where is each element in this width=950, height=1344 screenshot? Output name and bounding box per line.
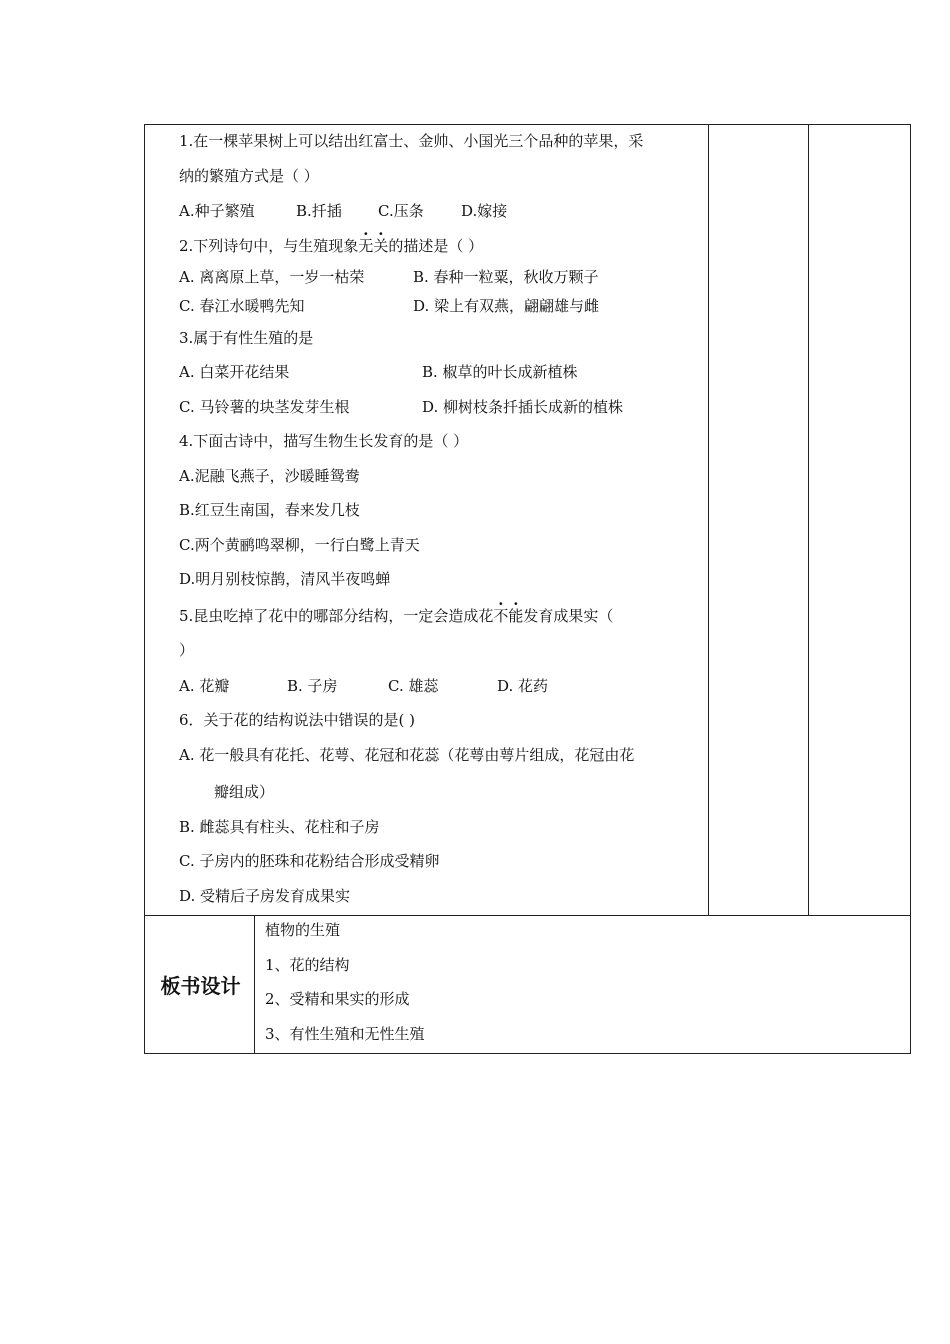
q3-option-a: A. 白菜开花结果: [179, 363, 290, 381]
emphasis-char: 无: [358, 237, 374, 255]
q5-option-a: A. 花瓣: [179, 677, 230, 695]
exercise-cell: [144, 124, 709, 916]
notes-cell: [708, 124, 809, 916]
q4-option-c: C.两个黄鹂鸣翠柳，一行白鹭上青天: [179, 536, 420, 554]
q4-option-a: A.泥融飞燕子，沙暖睡鸳鸯: [179, 467, 360, 485]
q6-option-d: D. 受精后子房发育成果实: [179, 887, 351, 905]
q4-option-d: D.明月别枝惊鹊，清风半夜鸣蝉: [179, 570, 391, 588]
q6-stem: 6．关于花的结构说法中错误的是( ): [179, 711, 416, 729]
q6-option-a-line2: 瓣组成）: [214, 783, 275, 801]
q5-option-b: B. 子房: [287, 677, 338, 695]
emphasis-char: 能: [508, 607, 524, 625]
q4-option-b: B.红豆生南国，春来发几枝: [179, 501, 360, 519]
q1-option-a: A.种子繁殖: [179, 202, 255, 220]
q2-option-d: D. 梁上有双燕，翩翩雄与雌: [413, 297, 600, 315]
q6-option-c: C. 子房内的胚珠和花粉结合形成受精卵: [179, 852, 440, 870]
q5-option-d: D. 花药: [497, 677, 549, 695]
q3-stem: 3.属于有性生殖的是: [179, 329, 314, 347]
board-design-label: 板书设计: [160, 974, 241, 998]
board-title: 植物的生殖: [265, 921, 341, 939]
q5-stem-line1: 5.昆虫吃掉了花中的哪部分结构，一定会造成花不能发育成果实（: [179, 607, 614, 625]
q1-stem-line1: 1.在一棵苹果树上可以结出红富士、金帅、小国光三个品种的苹果，采: [179, 132, 644, 150]
q2-stem: 2.下列诗句中，与生殖现象无关的描述是（ ）: [179, 237, 484, 255]
remarks-cell: [808, 124, 911, 916]
board-design-cell: [254, 915, 911, 1054]
q2-option-a: A. 离离原上草，一岁一枯荣: [179, 268, 365, 286]
q1-option-c: C.压条: [378, 202, 424, 220]
emphasis-char: 不: [493, 607, 509, 625]
q1-option-b: B.扦插: [296, 202, 342, 220]
q2-option-c: C. 春江水暖鸭先知: [179, 297, 305, 315]
q6-option-a-line1: A. 花一般具有花托、花萼、花冠和花蕊（花萼由萼片组成，花冠由花: [179, 746, 635, 764]
lesson-table: [144, 124, 911, 1054]
q1-option-d: D.嫁接: [461, 202, 508, 220]
board-item: 3、有性生殖和无性生殖: [265, 1025, 425, 1043]
board-design-label-cell: [144, 915, 255, 1054]
q5-stem-line2: ）: [179, 641, 195, 659]
q2-option-b: B. 春种一粒粟，秋收万颗子: [413, 268, 599, 286]
q3-option-d: D. 柳树枝条扦插长成新的植株: [422, 398, 624, 416]
board-item: 2、受精和果实的形成: [265, 990, 410, 1008]
q3-option-c: C. 马铃薯的块茎发芽生根: [179, 398, 350, 416]
q4-stem: 4.下面古诗中，描写生物生长发育的是（ ）: [179, 432, 469, 450]
board-item: 1、花的结构: [265, 956, 350, 974]
q6-option-b: B. 雌蕊具有柱头、花柱和子房: [179, 818, 380, 836]
q3-option-b: B. 椒草的叶长成新植株: [422, 363, 578, 381]
q5-option-c: C. 雄蕊: [388, 677, 439, 695]
q1-stem-line2: 纳的繁殖方式是（ ）: [179, 167, 319, 185]
emphasis-char: 关: [373, 237, 389, 255]
